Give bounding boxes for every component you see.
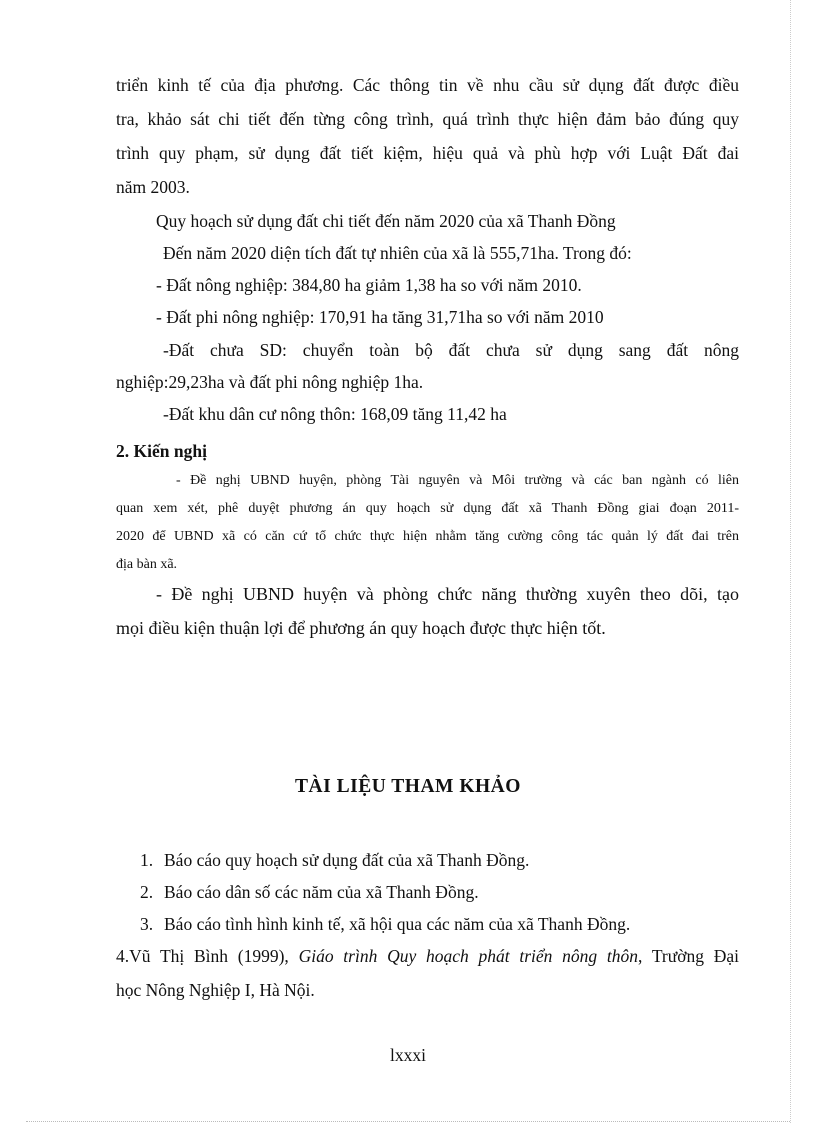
page-margin-guide <box>790 0 791 1123</box>
body-line-4: năm 2003. <box>116 177 190 197</box>
page-bottom-guide <box>26 1121 790 1122</box>
references-heading: TÀI LIỆU THAM KHẢO <box>295 776 521 797</box>
body-line-1: triển kinh tế của địa phương. Các thông tin về nhu cầu sử dụng đất được điều <box>116 75 739 95</box>
body-line-3: trình quy phạm, sử dụng đất tiết kiệm, hiệu quả và phù hợp với Luật Đất đai <box>116 143 739 163</box>
reference-number: 1. <box>140 850 154 870</box>
section-2-heading: 2. Kiến nghị <box>116 441 207 461</box>
page-number: lxxxi <box>390 1045 426 1065</box>
reference-text: Báo cáo dân số các năm của xã Thanh Đồng. <box>164 882 479 902</box>
reference-text: Báo cáo quy hoạch sử dụng đất của xã Thanh Đồng. <box>164 850 530 870</box>
recommendation-2-line-1: - Đề nghị UBND huyện và phòng chức năng thường xuyên theo dõi, tạo <box>156 584 739 604</box>
recommendation-2-line-2: mọi điều kiện thuận lợi để phương án quy hoạch được thực hiện tốt. <box>116 618 606 638</box>
reference-item-4-line-1 <box>116 946 739 967</box>
reference-item-3 <box>140 914 630 935</box>
reference-number: 2. <box>140 882 154 902</box>
rural-residential-land: -Đất khu dân cư nông thôn: 168,09 tăng 11,42 ha <box>163 404 507 424</box>
reference-item-1 <box>140 850 529 871</box>
plan-item-agricultural: - Đất nông nghiệp: 384,80 ha giảm 1,38 ha so với năm 2010. <box>156 275 582 295</box>
plan-item-non-agricultural: - Đất phi nông nghiệp: 170,91 ha tăng 31,71ha so với năm 2010 <box>156 307 604 327</box>
reference-number: 3. <box>140 914 154 934</box>
unused-land-line-1: -Đất chưa SD: chuyển toàn bộ đất chưa sử dụng sang đất nông <box>163 340 739 360</box>
recommendation-1-line-4: địa bàn xã. <box>116 557 178 572</box>
body-line-2: tra, khảo sát chi tiết đến từng công trình, quá trình thực hiện đảm bảo đúng quy <box>116 109 739 129</box>
reference-4-publisher: , Trường Đại <box>638 946 739 966</box>
reference-4-author: 4.Vũ Thị Bình (1999), <box>116 946 289 966</box>
reference-text: Báo cáo tình hình kinh tế, xã hội qua các năm của xã Thanh Đồng. <box>164 914 631 934</box>
recommendation-1-line-2: quan xem xét, phê duyệt phương án quy hoạch sử dụng đất xã Thanh Đồng giai đoạn 2011- <box>116 501 739 516</box>
reference-item-2 <box>140 882 479 903</box>
plan-intro: Đến năm 2020 diện tích đất tự nhiên của xã là 555,71ha. Trong đó: <box>163 243 632 263</box>
recommendation-1-line-3: 2020 để UBND xã có căn cứ tổ chức thực hiện nhằm tăng cường công tác quản lý đất đai trên <box>116 529 739 544</box>
reference-4-title: Giáo trình Quy hoạch phát triển nông thôn <box>298 946 639 966</box>
plan-title: Quy hoạch sử dụng đất chi tiết đến năm 2020 của xã Thanh Đồng <box>156 211 616 231</box>
reference-item-4-line-2: học Nông Nghiệp I, Hà Nội. <box>116 980 315 1000</box>
recommendation-1-line-1: - Đề nghị UBND huyện, phòng Tài nguyên và Môi trường và các ban ngành có liên <box>176 473 739 488</box>
unused-land-line-2: nghiệp:29,23ha và đất phi nông nghiệp 1ha. <box>116 372 424 392</box>
